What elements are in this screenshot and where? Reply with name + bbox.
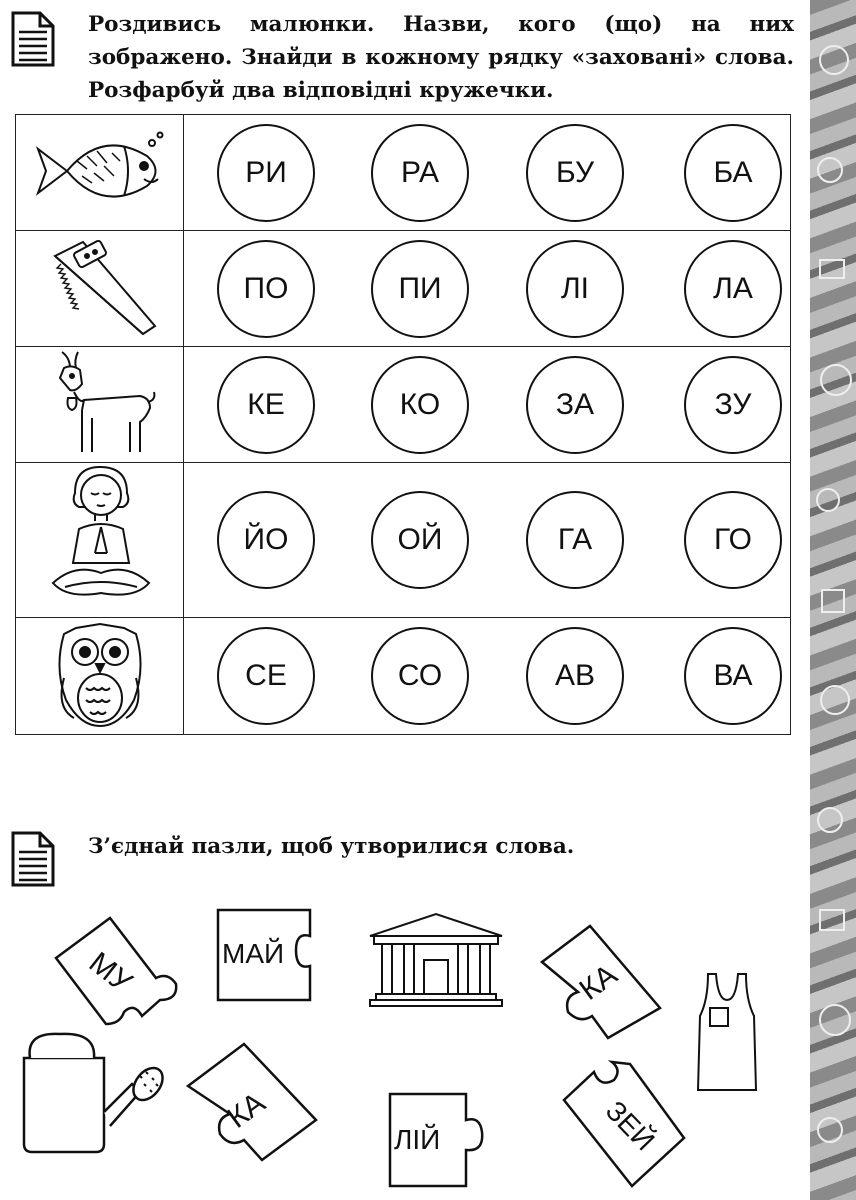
- task2-instruction: З’єднай пазли, щоб утворилися слова.: [88, 834, 575, 859]
- syllable-circle[interactable]: КО: [371, 356, 469, 454]
- table-row: [16, 463, 791, 618]
- task1-instruction: Роздивись малюнки. Назви, кого (що) на них зображено. Знайди в кожному рядку «заховані» слова. Розфарбуй два відповідні кружечки.: [88, 12, 794, 103]
- task-document-icon: [10, 10, 56, 68]
- syllable-circle[interactable]: СЕ: [217, 627, 315, 725]
- table-row: [16, 231, 791, 347]
- side-doodles: [810, 0, 856, 1200]
- picture-cell: [16, 231, 184, 347]
- syllable-circle[interactable]: ЛІ: [526, 240, 624, 338]
- syllable-circle[interactable]: ЗА: [526, 356, 624, 454]
- watering-can-picture: [16, 1028, 166, 1158]
- syllable-circle[interactable]: РА: [371, 124, 469, 222]
- syllable-row: [184, 463, 791, 618]
- puzzle-piece[interactable]: [536, 920, 666, 1042]
- puzzle-syllable: КА: [573, 958, 624, 1007]
- syllable-table: [15, 114, 791, 735]
- picture-cell: [16, 618, 184, 735]
- table-row: [16, 115, 791, 231]
- syllable-row: [184, 618, 791, 735]
- picture-cell: [16, 115, 184, 231]
- syllable-circle[interactable]: ОЙ: [371, 491, 469, 589]
- puzzle-piece[interactable]: [48, 912, 188, 1032]
- puzzle-piece[interactable]: [214, 906, 326, 1004]
- syllable-row: [184, 231, 791, 347]
- syllable-circle[interactable]: ВА: [684, 627, 782, 725]
- syllable-row: [184, 347, 791, 463]
- syllable-circle[interactable]: ЛА: [684, 240, 782, 338]
- puzzle-syllable: ЛІЙ: [394, 1124, 441, 1155]
- tank-top-picture: [694, 970, 760, 1096]
- syllable-circle[interactable]: ЗУ: [684, 356, 782, 454]
- picture-cell: [16, 463, 184, 618]
- puzzle-piece[interactable]: [182, 1036, 322, 1166]
- syllable-circle[interactable]: РИ: [217, 124, 315, 222]
- puzzle-syllable: ЗЕЙ: [599, 1094, 661, 1157]
- syllable-circle[interactable]: БУ: [526, 124, 624, 222]
- museum-picture: [366, 910, 506, 1010]
- syllable-circle[interactable]: ГА: [526, 491, 624, 589]
- syllable-row: [184, 115, 791, 231]
- picture-cell: [16, 347, 184, 463]
- syllable-circle[interactable]: ЙО: [217, 491, 315, 589]
- syllable-circle[interactable]: АВ: [526, 627, 624, 725]
- syllable-circle[interactable]: ГО: [684, 491, 782, 589]
- goat-picture: [40, 348, 160, 458]
- girl-yoga-picture: [45, 463, 155, 613]
- syllable-circle[interactable]: ПИ: [371, 240, 469, 338]
- puzzle-syllable: МАЙ: [222, 938, 285, 969]
- puzzle-piece[interactable]: [386, 1090, 490, 1190]
- saw-picture: [35, 234, 165, 339]
- syllable-circle[interactable]: ПО: [217, 240, 315, 338]
- puzzle-piece[interactable]: [560, 1060, 690, 1190]
- table-row: [16, 347, 791, 463]
- syllable-circle[interactable]: БА: [684, 124, 782, 222]
- syllable-circle[interactable]: КЕ: [217, 356, 315, 454]
- task-document-icon: [10, 830, 56, 888]
- syllable-circle[interactable]: СО: [371, 627, 469, 725]
- puzzle-syllable: МУ: [82, 946, 138, 1000]
- puzzle-syllable: КА: [221, 1086, 272, 1135]
- owl-picture: [50, 618, 150, 730]
- decorative-side-strip: [810, 0, 856, 1200]
- table-row: [16, 618, 791, 735]
- fish-picture: [32, 131, 167, 211]
